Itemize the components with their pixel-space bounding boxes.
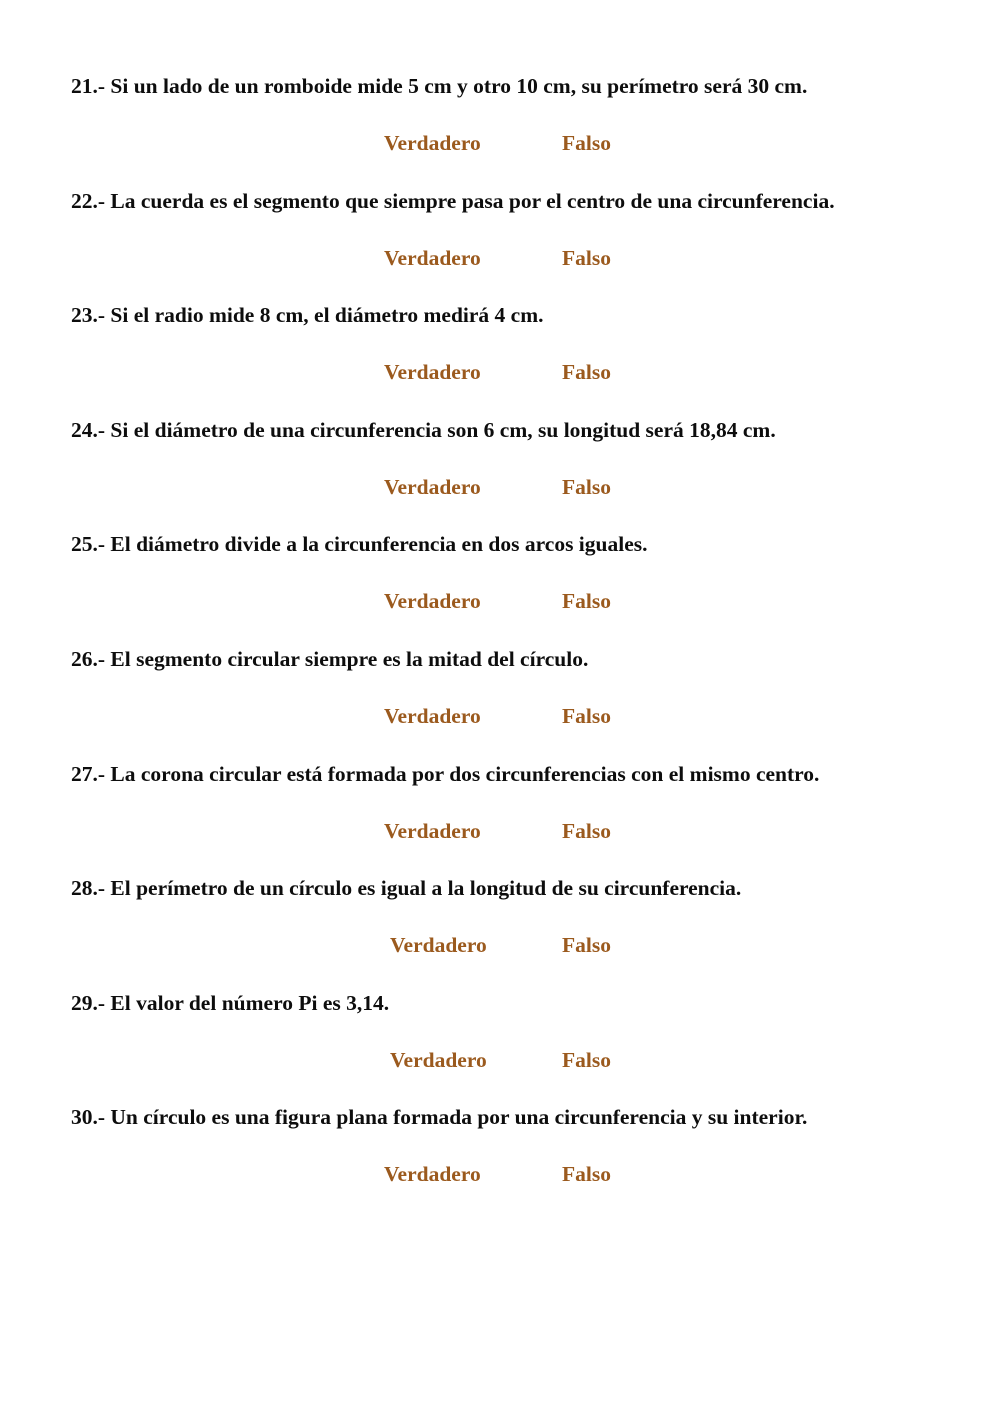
true-option[interactable]: Verdadero [384, 474, 481, 499]
true-option[interactable]: Verdadero [384, 818, 481, 843]
question-text: 30.- Un círculo es una figura plana formada por una circunferencia y su interior. [71, 1105, 808, 1130]
question-text: 24.- Si el diámetro de una circunferencia son 6 cm, su longitud será 18,84 cm. [71, 417, 776, 442]
false-option[interactable]: Falso [562, 1162, 611, 1187]
question-item-27 [0, 761, 1000, 876]
true-option[interactable]: Verdadero [384, 245, 481, 270]
true-option[interactable]: Verdadero [384, 704, 481, 728]
question-text: 27.- La corona circular está formada por dos circunferencias con el mismo centro. [71, 761, 820, 786]
question-text: 29.- El valor del número Pi es 3,14. [71, 990, 390, 1015]
question-text: 26.- El segmento circular siempre es la mitad del círculo. [71, 647, 589, 671]
question-item-29 [0, 990, 1000, 1105]
question-item-22 [0, 188, 1000, 303]
true-option[interactable]: Verdadero [384, 1162, 481, 1187]
question-text: 21.- Si un lado de un romboide mide 5 cm y otro 10 cm, su perímetro será 30 cm. [71, 74, 808, 98]
question-text: 28.- El perímetro de un círculo es igual a la longitud de su circunferencia. [71, 876, 742, 901]
question-text: 23.- Si el radio mide 8 cm, el diámetro medirá 4 cm. [71, 303, 544, 328]
false-option[interactable]: Falso [562, 589, 611, 614]
question-item-30 [0, 1104, 1000, 1219]
question-text: 25.- El diámetro divide a la circunferencia en dos arcos iguales. [71, 532, 648, 557]
question-text: 22.- La cuerda es el segmento que siempre pasa por el centro de una circunferencia. [71, 188, 835, 213]
false-option[interactable]: Falso [562, 131, 611, 155]
true-option[interactable]: Verdadero [384, 360, 481, 385]
question-item-23 [0, 302, 1000, 417]
true-option[interactable]: Verdadero [390, 933, 487, 958]
false-option[interactable]: Falso [562, 474, 611, 499]
false-option[interactable]: Falso [562, 360, 611, 385]
false-option[interactable]: Falso [562, 1047, 611, 1072]
false-option[interactable]: Falso [562, 245, 611, 270]
true-option[interactable]: Verdadero [390, 1047, 487, 1072]
question-item-21 [0, 73, 1000, 188]
question-item-26 [0, 646, 1000, 761]
true-option[interactable]: Verdadero [384, 131, 481, 155]
false-option[interactable]: Falso [562, 818, 611, 843]
question-item-25 [0, 531, 1000, 646]
false-option[interactable]: Falso [562, 704, 611, 728]
question-item-28 [0, 875, 1000, 990]
false-option[interactable]: Falso [562, 933, 611, 958]
true-option[interactable]: Verdadero [384, 589, 481, 614]
question-item-24 [0, 417, 1000, 532]
